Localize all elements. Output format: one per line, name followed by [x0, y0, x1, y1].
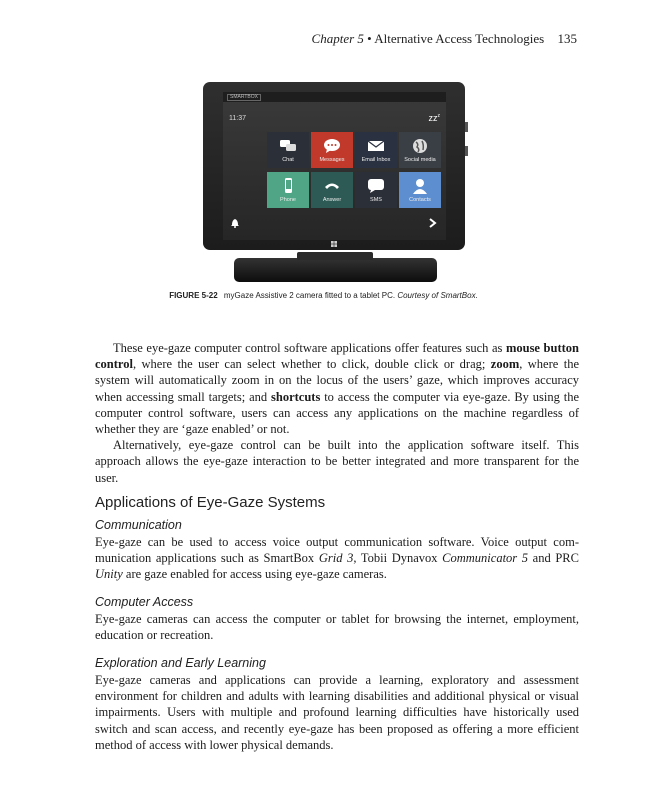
- tile-sms: [355, 172, 397, 208]
- globe-icon: [411, 138, 429, 154]
- tile-contacts: [399, 172, 441, 208]
- figure-label: FIGURE 5-22: [169, 291, 218, 300]
- text-run: These eye-gaze computer control software applications offer features such as: [113, 341, 506, 355]
- section-heading: Applications of Eye-Gaze Systems: [95, 494, 326, 511]
- chapter-title: Alternative Access Technologies: [374, 31, 545, 46]
- tablet-side-button: [465, 146, 468, 156]
- tile-label: Messages: [319, 157, 345, 163]
- text-run: and PRC: [528, 551, 579, 566]
- text-run: Eye-gaze can be used to access voice output communication software. Voice output communication applications such as SmartBox: [95, 535, 579, 566]
- caption-text: myGaze Assistive 2 camera fitted to a tablet PC.: [223, 291, 396, 300]
- subheading-exploration: Exploration and Early Learning: [95, 656, 266, 670]
- paragraph: [95, 340, 579, 437]
- product-grid-3: Grid 3: [318, 551, 354, 566]
- communication-section: [95, 534, 579, 583]
- speech-bubble-icon: [323, 138, 341, 154]
- running-head-bullet: •: [367, 31, 372, 46]
- mobile-phone-icon: [279, 178, 297, 194]
- windows-logo-icon: [331, 241, 337, 247]
- tile-label: Contacts: [409, 197, 431, 203]
- bell-icon: [231, 219, 239, 228]
- subheading-communication: Communication: [95, 518, 182, 532]
- tile-label: Email Inbox: [361, 157, 391, 163]
- tile-chat: [267, 132, 309, 168]
- tablet-screen: [223, 92, 446, 240]
- sleep-icon: [429, 113, 441, 123]
- eye-gaze-camera: [234, 258, 437, 282]
- tablet-side-button: [465, 122, 468, 132]
- screen-top-bar: [223, 92, 446, 102]
- text-run: to access the computer via eye-gaze. By using the computer control software, users can access any applications on the machine regardless of whether they are ‘gaze enabled’ or not.: [95, 389, 579, 437]
- paragraph: Alternatively, eye-gaze control can be built into the application software itself. This approach allows the eye-gaze interaction to be better integrated and more transparent for the user.: [95, 438, 579, 485]
- term-zoom: zoom: [490, 357, 520, 372]
- tile-messages: [311, 132, 353, 168]
- product-unity: Unity: [95, 567, 123, 582]
- figure-caption: [0, 291, 647, 300]
- text-run: , where the user can select whether to click, double click or drag;: [132, 357, 491, 372]
- term-mouse-button-control: mouse button control: [95, 341, 579, 372]
- page-number: 135: [557, 31, 577, 46]
- sleep-glyph: zz: [428, 113, 438, 123]
- subheading-computer-access: Computer Access: [95, 595, 194, 609]
- text-run: are gaze enabled for access using eye-gaze cameras.: [122, 567, 387, 582]
- computer-access-section: [95, 611, 579, 643]
- brand-logo: SMARTBOX: [227, 94, 261, 101]
- chapter-label: Chapter 5: [311, 31, 364, 46]
- product-communicator-5: Communicator 5: [442, 551, 529, 566]
- tile-label: Phone: [280, 197, 296, 203]
- chevron-right-icon: [429, 218, 437, 228]
- tile-label: Social media: [404, 157, 436, 163]
- caption-credit: Courtesy of SmartBox.: [397, 291, 478, 300]
- tablet-photo: [203, 82, 465, 250]
- tile-label: Answer: [322, 197, 342, 203]
- tile-answer: [311, 172, 353, 208]
- person-icon: [411, 178, 429, 194]
- term-shortcuts: shortcuts: [271, 389, 321, 404]
- intro-paragraphs: [95, 340, 579, 486]
- text-run: , Tobii Dynavox: [353, 551, 443, 566]
- tile-phone: [267, 172, 309, 208]
- tile-label: Chat: [282, 157, 294, 163]
- text-run: , where the system will automatically zoom in on the locus of the users’ gaze, which improves accuracy when accessing small targets; and: [95, 357, 579, 404]
- camera-mount: [297, 252, 373, 260]
- tile-social-media: [399, 132, 441, 168]
- paragraph: [95, 534, 579, 583]
- sms-bubble-icon: [367, 178, 385, 194]
- exploration-section: [95, 672, 579, 753]
- screen-clock: 11:37: [229, 115, 246, 122]
- tile-email-inbox: [355, 132, 397, 168]
- running-head: [312, 31, 577, 47]
- envelope-icon: [367, 138, 385, 154]
- chat-bubbles-icon: [279, 138, 297, 154]
- paragraph: Eye-gaze cameras and applications can provide a learning, exploratory and assessment environment for children and adults with learning disabilities and additional physical or visual impairments. Users with multiple and profound learning difficulties have historically used switch and scan access, and recently eye-gaze has been proposed as offering a more efficient method of access with lower physical demands.: [95, 673, 579, 752]
- tile-label: SMS: [370, 197, 382, 203]
- handset-icon: [323, 178, 341, 194]
- paragraph: Eye-gaze cameras can access the computer or tablet for browsing the internet, employment, education or recreation.: [95, 612, 579, 643]
- sleep-sup: z: [437, 113, 440, 119]
